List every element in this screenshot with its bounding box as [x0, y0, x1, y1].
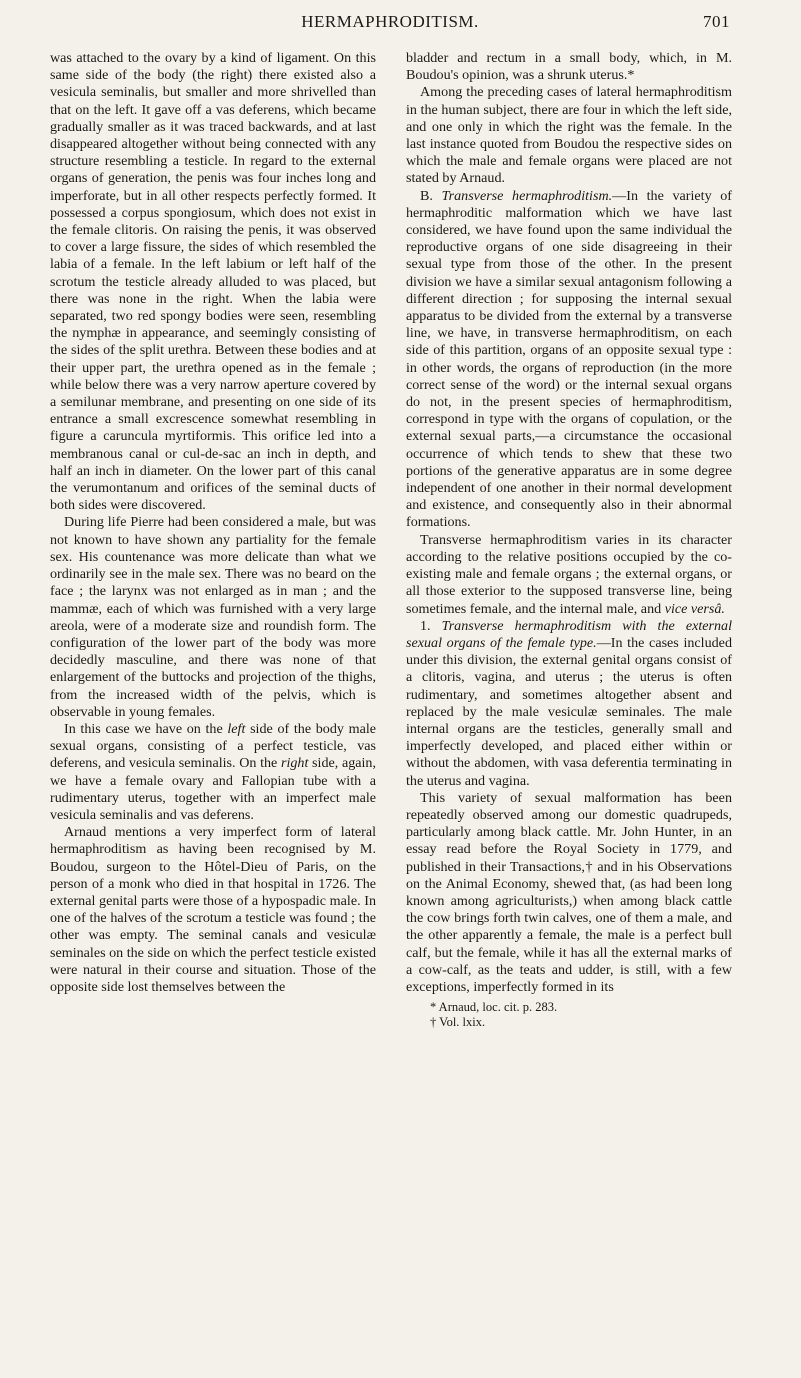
- right-column: [406, 50, 732, 1310]
- footnotes: [406, 1000, 732, 1030]
- paragraph: Among the preceding cases of lateral hermaphroditism in the human subject, there are four in which the left side, and one only in which the right was the female. In the last instance quoted from Boudou the respective sides on which the male and female organs were placed are not stated by Arnaud.: [406, 84, 732, 187]
- paragraph: bladder and rectum in a small body, which, in M. Boudou's opinion, was a shrunk uterus.*: [406, 50, 732, 84]
- page-number: 701: [703, 12, 730, 31]
- section-title: Transverse hermaphroditism with the external sexual organs of the female type.: [406, 617, 733, 651]
- paragraph-text: side, again, we have a female ovary and Fallopian tube with a rudimentary uterus, together with an imperfect male vesicula seminalis and vas deferens.: [50, 755, 376, 823]
- paragraph: [406, 188, 732, 532]
- paragraph: This variety of sexual malformation has been repeatedly observed among our domestic quadrupeds, particularly among black cattle. Mr. John Hunter, in an essay read before the Royal Society in 1779, and published in their Transactions,† and in his Observations on the Animal Economy, shewed that, (as had been long known among agriculturists,) when among black cattle the cow brings forth twin calves, one of them a male, and the other apparently a female, the male is a perfect bull calf, but the female, while it has all the external marks of a cow-calf, as the teats and udder, is still, with a few exceptions, imperfectly formed in its: [406, 789, 732, 995]
- section-label: 1.: [420, 617, 442, 634]
- paragraph: During life Pierre had been considered a male, but was not known to have shown any partiality for the female sex. His countenance was more delicate than what we ordinarily see in the male sex. There was no beard on the face ; the larynx was not enlarged as in man ; and the mammæ, each of which was furnished with a very large areola, were of a moderate size and roundish form. The configuration of the lower part of the body was more decidedly masculine, and there was none of that enlargement of the buttocks and projection of the thighs, from the increased width of the pelvis, which is observable in young females.: [50, 514, 376, 720]
- paragraph-text: Transverse hermaphroditism varies in its character according to the relative positions occupied by the co-existing male and female organs ; the external organs, or all those exterior to the supposed transverse line, being sometimes female, and the internal male, and: [406, 531, 732, 617]
- footnote: † Vol. lxix.: [430, 1015, 486, 1030]
- emphasis-left: left: [227, 720, 246, 737]
- paragraph: [406, 618, 732, 790]
- paragraph-text: side of the body male sexual organs, consisting of a perfect testicle, vas deferens, and vesicula seminalis. On the: [50, 720, 376, 772]
- page-header: [50, 12, 730, 38]
- text-columns: [50, 50, 732, 1310]
- section-title: Transverse hermaphroditism.: [441, 187, 613, 204]
- paragraph-text: —In the cases included under this division, the external genital organs consist of a clitoris, vagina, and uterus ; the uterus is often rudimentary, and sometimes altogether absent and replaced by the male vesiculæ seminales. The male internal organs are the testicles, generally small and imperfectly developed, and placed either within or without the abdomen, with vasa deferentia terminating in the uterus and vagina.: [406, 634, 732, 789]
- left-column: [50, 50, 376, 1310]
- emphasis-vice-versa: vice versâ.: [664, 600, 725, 617]
- paragraph: [406, 532, 732, 618]
- paragraph: Arnaud mentions a very imperfect form of lateral hermaphroditism as having been recognised by M. Boudou, surgeon to the Hôtel-Dieu of Paris, on the person of a monk who died in that hospital in 1726. The external genital parts were those of a hypospadic male. In one of the halves of the scrotum a testicle was found ; the other was empty. The seminal canals and vesiculæ seminales on the side on which the perfect testicle existed were natural in their course and situation. Those of the opposite side lost themselves between the: [50, 824, 377, 995]
- paragraph: was attached to the ovary by a kind of ligament. On this same side of the body (the right) there existed also a vesicula seminalis, but smaller and more shrivelled than that on the left. It gave off a vas deferens, which became gradually smaller as it was traced backwards, and at last disappeared altogether without being connected with any structure resembling a testicle. In regard to the external organs of generation, the penis was four inches long and imperforate, but in all other respects perfectly formed. It possessed a corpus spongiosum, which does not exist in the female clitoris. On raising the penis, it was observed to cover a large fissure, the sides of which resembled the labia of a female. In the left labium or left half of the scrotum the testicle already alluded to was placed, but there was none in the right. When the labia were separated, two red spongy bodies were seen, resembling the nymphæ in appearance, and seemingly consisting of the sides of the split urethra. Between these bodies and at their upper part, the urethra opened as in the female ; while below there was a very narrow aperture covered by a semilunar membrane, and presenting on one side of its entrance a small excrescence somewhat resembling in figure a caruncula myrtiformis. This orifice led into a membranous canal or cul-de-sac an inch in depth, and half an inch in diameter. On the lower part of this canal the verumontanum and orifices of the seminal ducts of both sides were discovered.: [50, 50, 376, 514]
- paragraph-text: —In the variety of hermaphroditic malformation which we have last considered, we have found upon the same individual the reproductive organs of one side disagreeing in their sexual type from those of the other. In the present division we have a similar sexual antagonism following a different direction ; for supposing the internal sexual apparatus to be divided from the external by a transverse line, we have, in transverse hermaphroditism, on each side of this partition, organs of an opposite sexual type : in other words, the organs of reproduction (in the more correct sense of the word) or the internal sexual organs do not, in the present species of hermaphroditism, correspond in type with the organs of copulation, or the external sexual parts,—a circumstance the occasional occurrence of which tends to shew that these two portions of the generative apparatus are in some degree independent of one another in their normal development and existence, and consequently also in their abnormal formations.: [406, 187, 732, 531]
- paragraph: [50, 721, 376, 824]
- footnote: * Arnaud, loc. cit. p. 283.: [430, 1000, 558, 1015]
- section-label: B.: [420, 187, 442, 204]
- paragraph-text: In this case we have on the: [64, 720, 228, 737]
- running-title: HERMAPHRODITISM.: [301, 12, 479, 31]
- emphasis-right: right: [280, 755, 309, 772]
